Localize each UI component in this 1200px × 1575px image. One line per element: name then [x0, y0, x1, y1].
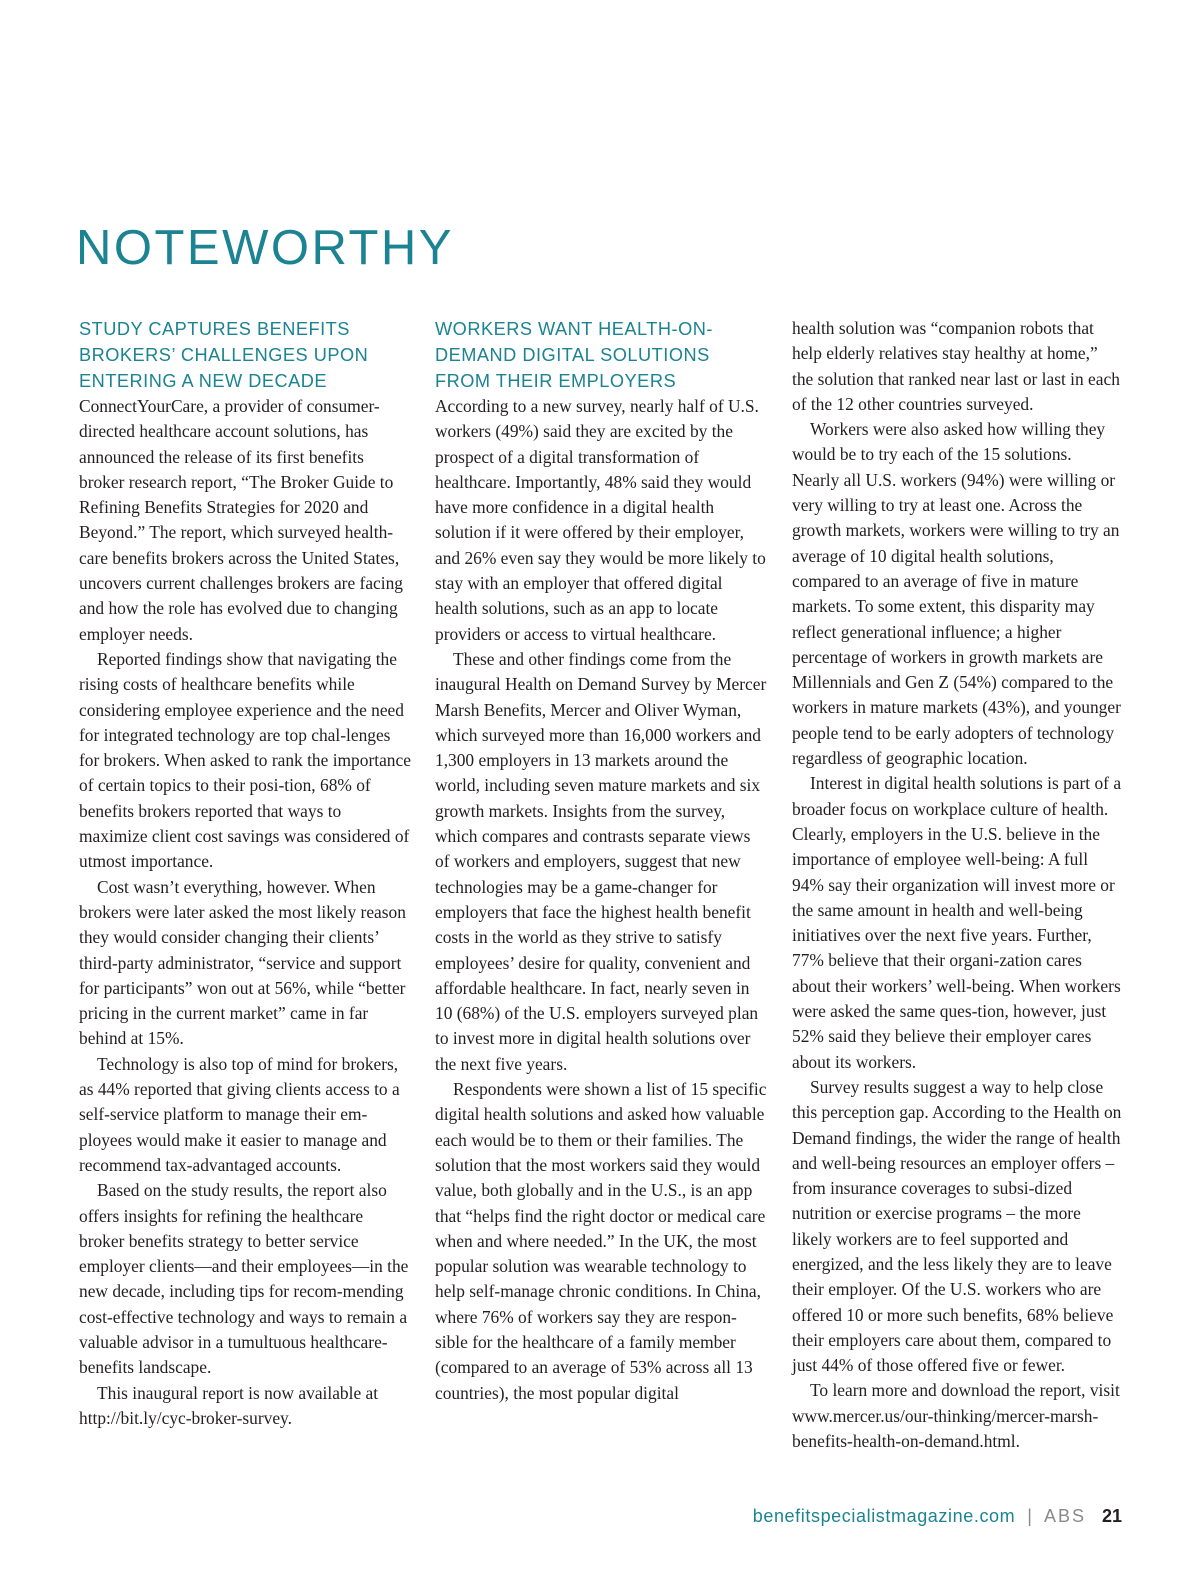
article-paragraph: Technology is also top of mind for brokers, as 44% reported that giving clients access to a self-service platform to manage their em-ployees would make it easier to manage and recommend tax-advantaged accounts. [79, 1053, 400, 1175]
footer-website: benefitspecialistmagazine.com [752, 1506, 1016, 1526]
footer-separator: | [1027, 1506, 1032, 1526]
article-paragraph: Survey results suggest a way to help close this perception gap. According to the Health on Demand findings, the wider the range of health and well-being resources an employer offers – from insurance coverages to subsi-dized nutrition or exercise programs – the more likely workers are to feel supported and energized, and the less likely they are to leave their employer. Of the U.S. workers who are offered 10 or more such benefits, 68% believe their employers care about them, compared to just 44% of those offered five or fewer. [792, 1076, 1122, 1376]
article-paragraph: Reported findings show that navigating the rising costs of healthcare benefits while considering employee experience and the need for integrated technology are top chal-lenges for brokers. When asked to rank the importance of certain topics to their posi-tion, 68% of benefits brokers reported that ways to maximize client cost savings was considered of utmost importance. [79, 648, 411, 872]
article-headline-broker-study: STUDY CAPTURES BENEFITS BROKERS’ CHALLENGES UPON ENTERING A NEW DECADE [79, 319, 369, 391]
article-paragraph: Respondents were shown a list of 15 specific digital health solutions and asked how valuable each would be to them or their families. The solution that the most workers said they would value, both globally and in the U.S., is an app that “helps find the right doctor or medical care when and where needed.” In the UK, the most popular solution was wearable technology to help self-manage chronic conditions. In China, where 76% of workers say they are respon-sible for the healthcare of a family member (compared to an average of 53% across all 13 countries), the most popular digital [435, 1079, 767, 1403]
section-title: NOTEWORTHY [76, 221, 454, 275]
article-paragraph: This inaugural report is now available at http://bit.ly/cyc-broker-survey. [79, 1382, 379, 1428]
footer-publication: ABS [1043, 1506, 1086, 1526]
page-number: 21 [1101, 1506, 1122, 1526]
article-paragraph: Workers were also asked how willing they would be to try each of the 15 solutions. Nearly all U.S. workers (94%) were willing or very willing to try at least one. Across the growth markets, workers were willing to try an average of 10 digital health solutions, compared to an average of five in mature markets. To some extent, this disparity may reflect generational influence; a higher percentage of workers in growth markets are Millennials and Gen Z (54%) compared to the workers in mature markets (43%), and younger people tend to be early adopters of technology regardless of geographic location. [792, 419, 1121, 769]
column-right [792, 316, 1123, 1454]
article-paragraph: These and other findings come from the inaugural Health on Demand Survey by Mercer Marsh Benefits, Mercer and Oliver Wyman, which surveyed more than 16,000 workers and 1,300 employers in 13 markets around the world, including seven mature markets and six growth markets. Insights from the survey, which compares and contrasts separate views of workers and employers, suggest that new technologies may be a game-changer for employers that face the highest health benefit costs in the world as they strive to satisfy employees’ desire for quality, convenient and affordable healthcare. In fact, nearly seven in 10 (68%) of the U.S. employers surveyed plan to invest more in digital health solutions over the next five years. [435, 648, 767, 1074]
article-paragraph: Cost wasn’t everything, however. When brokers were later asked the most likely reason they would consider changing their clients’ third-party administrator, “service and support for participants” won out at 56%, while “better pricing in the current market” came in far behind at 15%. [79, 876, 406, 1049]
column-middle [435, 316, 768, 1406]
article-paragraph: To learn more and download the report, visit www.mercer.us/our-thinking/mercer-marsh-benefits-health-on-demand.html. [792, 1380, 1120, 1452]
article-paragraph: According to a new survey, nearly half of U.S. workers (49%) said they are excited by the prospect of a digital transformation of healthcare. Importantly, 48% said they would have more confidence in a digital health solution if it were offered by their employer, and 26% even say they would be more likely to stay with an employer that offered digital health solutions, such as an app to locate providers or access to virtual healthcare. [435, 396, 766, 644]
article-paragraph-continued: health solution was “companion robots that help elderly relatives stay healthy at home,” the solution that ranked near last or last in each of the 12 other countries surveyed. [792, 318, 1120, 414]
article-paragraph: Based on the study results, the report also offers insights for refining the healthcare broker benefits strategy to better service employer clients—and their employees—in the new decade, including tips for recom-mending cost-effective technology and ways to remain a valuable advisor in a tumultuous healthcare-benefits landscape. [79, 1180, 409, 1378]
article-paragraph: Interest in digital health solutions is part of a broader focus on workplace culture of health. Clearly, employers in the U.S. believe in the importance of employee well-being: A full 94% say their organization will invest more or the same amount in health and well-being initiatives over the next five years. Further, 77% believe that their organi-zation cares about their workers’ well-being. When workers were asked the same ques-tion, however, just 52% said they believe their employer cares about its workers. [792, 773, 1122, 1072]
article-paragraph: ConnectYourCare, a provider of consumer-directed healthcare account solutions, has announced the release of its first benefits broker research report, “The Broker Guide to Refining Benefits Strategies for 2020 and Beyond.” The report, which surveyed health-care benefits brokers across the United States, uncovers current challenges brokers are facing and how the role has evolved due to changing employer needs. [79, 396, 403, 644]
column-left [79, 316, 411, 1431]
page-footer [753, 1503, 1122, 1529]
article-headline-health-on-demand: WORKERS WANT HEALTH-ON-DEMAND DIGITAL SOLUTIONS FROM THEIR EMPLOYERS [435, 319, 713, 391]
